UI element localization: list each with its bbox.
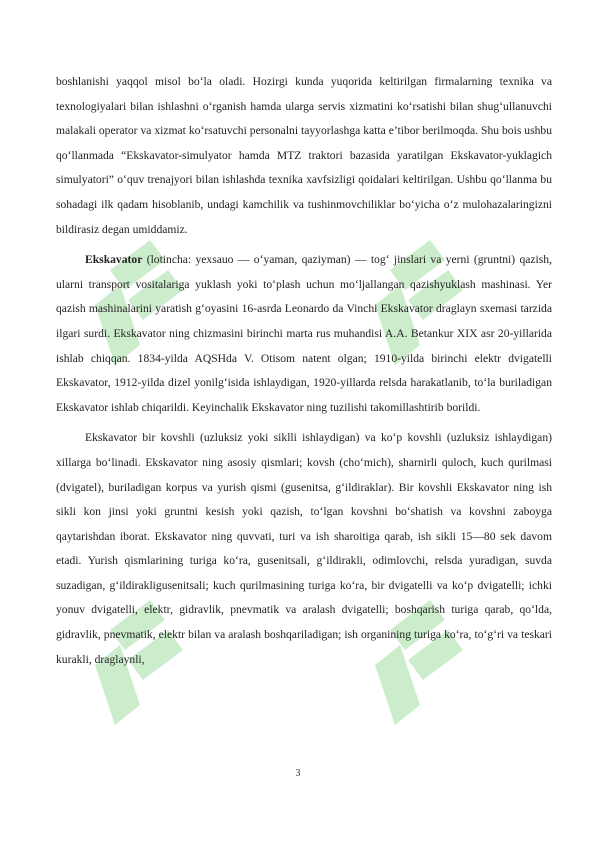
paragraph-1: boshlanishi yaqqol misol bo‘la oladi. Hozirgi kunda yuqorida keltirilgan firmalarning texnika va texnologiyalari bilan ishlashni o‘rganish hamda ularga servis xizmatini ko‘rsatishi bilan shug‘ullanuvchi malakali operator va xizmat ko‘rsatuvchi personalni tayyorlashga katta e’tibor berilmoqda. Shu bois ushbu qo‘llanmada “Ekskavator-simulyator hamda MTZ traktori bazasida yaratilgan Ekskavator-yuklagich simulyatori” o‘quv trenajyori bilan ishlashda texnika xavfsizligi qoidalari keltirilgan. Ushbu qo‘llanma bu sohadagi ilk qadam hisoblanib, undagi kamchilik va tushinmovchiliklar bo‘yicha o‘z mulohazalaringizni bildirasiz degan umiddamiz. (56, 75, 552, 236)
paragraph-2-text: (lotincha: yexsauo — o‘yaman, qaziyman) — tog‘ jinslari va yerni (gruntni) qazish, ularni transport vositalariga yuklash yoki to‘plash uchun mo‘ljallangan qazishyuklash mashinasi. Yer qazish mashinalarini yaratish g‘oyasini 16-asrda Leonardo da Vinchi Ekskavator draglayn sxemasi tarzida ilgari surdi. Ekskavator ning chizmasini birinchi marta rus muhandisi A.A. Betankur XIX asr 20-yillarida ishlab chiqqan. 1834-yilda AQSHda V. Otisom natent olgan; 1910-yilda birinchi elektr dvigatelli Ekskavator, 1912-yilda dizel yonilg‘isida ishlaydigan, 1920-yillarda relsda harakatlanib, to‘la buriladigan Ekskavator ishlab chiqarildi. Keyinchalik Ekskavator ning tuzilishi takomillashtirib borildi. (56, 253, 552, 414)
body-text (56, 70, 552, 678)
paragraph-3: Ekskavator bir kovshli (uzluksiz yoki siklli ishlaydigan) va ko‘p kovshli (uzluksiz ishlaydigan) xillarga bo‘linadi. Ekskavator ning asosiy qismlari; kovsh (cho‘mich), sharnirli quloch, kuch qurilmasi (dvigatel), buriladigan korpus va yurish qismi (gusenitsa, g‘ildiraklar). Bir kovshli Ekskavator ning ish sikli kon jinsi yoki gruntni kesish yoki qazish, to‘lgan kovshni bo‘shatish va kovshni zaboyga qaytarishdan iborat. Ekskavator ning quvvati, turi va ish sharoitiga qarab, ish sikli 15—80 sek davom etadi. Yurish qismlarining turiga ko‘ra, gusenitsali, g‘ildirakli, odimlovchi, relsda yuradigan, suvda suzadigan, g‘ildirakligusenitsali; kuch qurilmasining turiga ko‘ra, bir dvigatelli va ko‘p dvigatelli; ichki yonuv dvigatelli, elektr, gidravlik, pnevmatik va aralash dvigatelli; boshqarish turiga qarab, qo‘lda, gidravlik, pnevmatik, elektr bilan va aralash boshqariladigan; ish organining turiga ko‘ra, to‘g‘ri va teskari kurakli, draglaynli, (56, 431, 552, 666)
term-bold: Ekskavator (85, 253, 143, 267)
page-number: 3 (295, 768, 301, 779)
paragraph-2 (56, 248, 552, 420)
